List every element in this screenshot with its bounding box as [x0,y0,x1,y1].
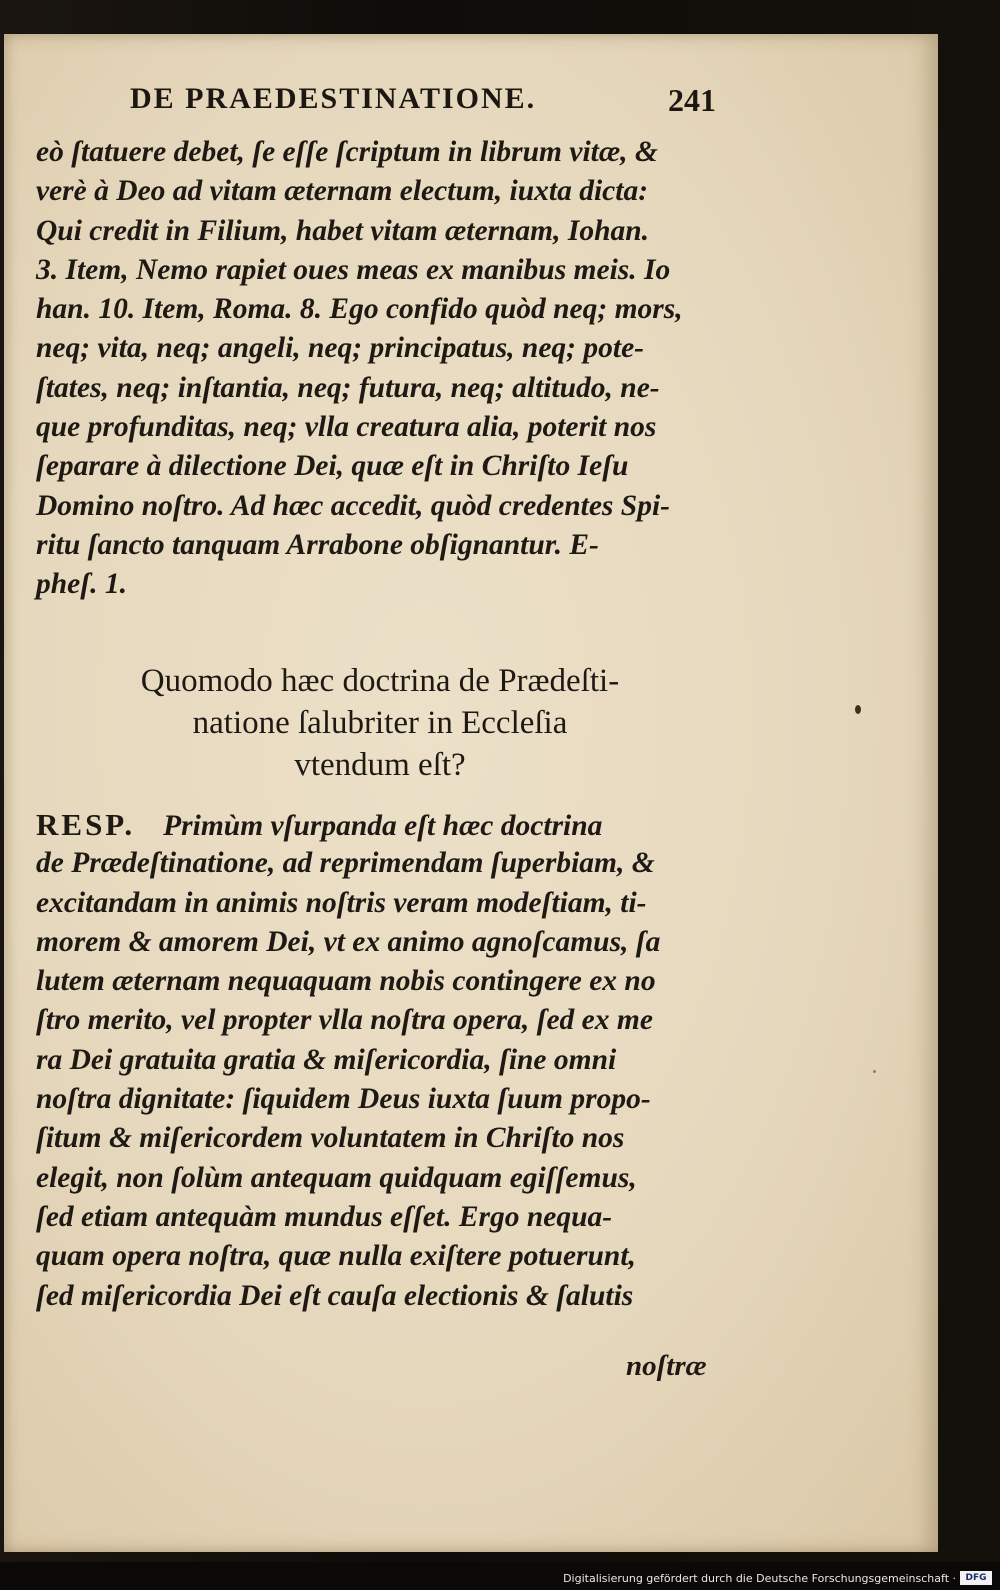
paper-speck [855,705,861,714]
running-head: DE PRAEDESTINATIONE. [130,82,537,115]
text-line: morem & amorem Dei, vt ex animo agnoſcamus, ſa [36,925,661,958]
heading-line: vtendum eſt? [294,747,466,783]
text-line: han. 10. Item, Roma. 8. Ego confido quòd neq; mors, [36,293,683,326]
text-line: lutem æternam nequaquam nobis contingere ex no [36,965,656,998]
paragraph-2 [36,805,736,1316]
dfg-logo: DFG [960,1571,992,1585]
text-line: 3. Item, Nemo rapiet oues meas ex manibus meis. Io [36,253,671,286]
digitization-credit: Digitalisierung gefördert durch die Deutsche Forschungsgemeinschaft · [563,1572,956,1585]
text-line: eò ſtatuere debet, ſe eſſe ſcriptum in librum vitæ, & [36,136,658,168]
text-line: elegit, non ſolùm antequam quidquam egiſſemus, [36,1161,637,1194]
paragraph-1 [36,133,736,605]
text-line: ſtates, neq; inſtantia, neq; futura, neq; altitudo, ne- [36,371,660,404]
text-line: noſtra dignitate: ſiquidem Deus iuxta ſuum propo- [36,1083,651,1116]
text-line: pheſ. 1. [36,568,127,601]
text-line: ſtro merito, vel propter vlla noſtra opera, ſed ex me [36,1004,653,1037]
text-line-first [36,805,736,844]
text-line: Domino noſtro. Ad hæc accedit, quòd credentes Spi- [36,489,670,522]
heading-line: Quomodo hæc doctrina de Prædeſti- [140,663,620,699]
text-line: ſeparare à dilectione Dei, quæ eſt in Chriſto Ieſu [36,450,629,483]
heading-line: natione ſalubriter in Eccleſia [192,705,568,741]
section-heading [40,660,720,786]
paper-speck [873,1070,876,1073]
page-number: 241 [668,82,716,118]
text-line: verè à Deo ad vitam æternam electum, iuxta dicta: [36,175,649,208]
text-line: ra Dei gratuita gratia & miſericordia, ſine omni [36,1043,617,1076]
text-line: ritu ſancto tanquam Arrabone obſignantur. E- [36,528,599,561]
text-line: ſed miſericordia Dei eſt cauſa electionis & ſalutis [36,1279,634,1312]
text-line: Qui credit in Filium, habet vitam æternam, Iohan. [36,214,650,247]
text-line: neq; vita, neq; angeli, neq; principatus, neq; pote- [36,332,644,365]
text-line: ſed etiam antequàm mundus eſſet. Ergo nequa- [36,1200,613,1233]
response-label: RESP. [36,807,136,842]
catchword: noſtræ [626,1350,707,1382]
text-line: que profunditas, neq; vlla creatura alia, poterit nos [36,411,657,444]
text-line-first-content: Primùm vſurpanda eſt hæc doctrina [163,810,603,842]
text-line: quam opera noſtra, quæ nulla exiſtere potuerunt, [36,1240,636,1273]
text-line: ſitum & miſericordem voluntatem in Chriſto nos [36,1122,625,1155]
text-line: excitandam in animis noſtris veram modeſtiam, ti- [36,886,647,919]
text-line: de Prædeſtinatione, ad reprimendam ſuperbiam, & [36,847,655,880]
